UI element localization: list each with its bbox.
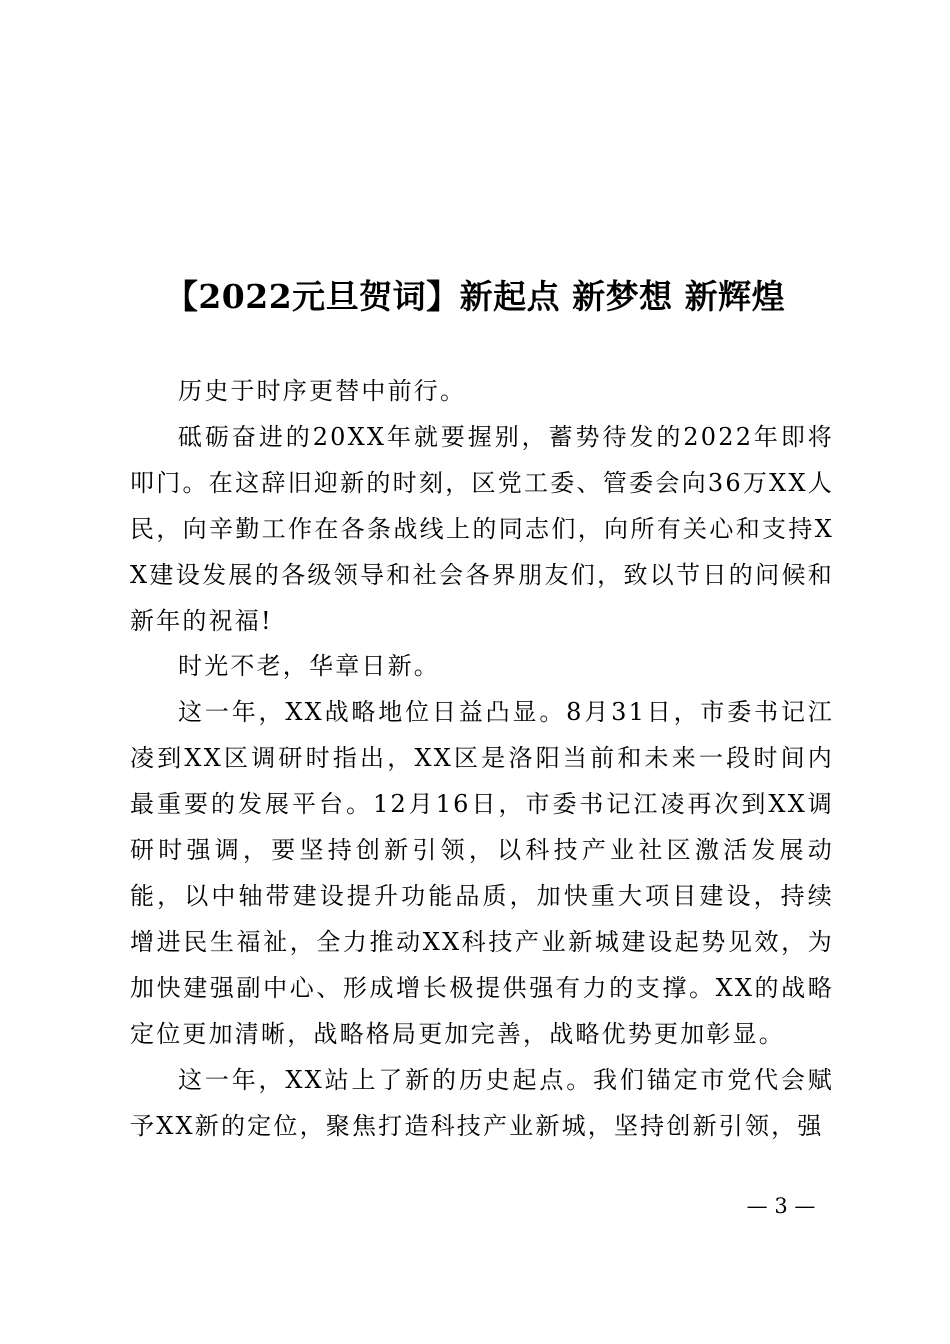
paragraph: 这一年，XX站上了新的历史起点。我们锚定市党代会赋予XX新的定位，聚焦打造科技产业新城，坚持创新引领，强 [130, 1065, 834, 1140]
paragraph: 砥砺奋进的20XX年就要握别，蓄势待发的2022年即将叩门。在这辞旧迎新的时刻，区党工委、管委会向36万XX人民，向辛勤工作在各条战线上的同志们，向所有关心和支持XX建设发展的各级领导和社会各界朋友们，致以节日的问候和新年的祝福! [130, 422, 834, 635]
document-title: 【2022元旦贺词】新起点 新梦想 新辉煌 [164, 277, 786, 316]
paragraph: 这一年，XX战略地位日益凸显。8月31日，市委书记江凌到XX区调研时指出，XX区是洛阳当前和未来一段时间内最重要的发展平台。12月16日，市委书记江凌再次到XX调研时强调，要坚持创新引领，以科技产业社区激活发展动能，以中轴带建设提升功能品质，加快重大项目建设，持续增进民生福祉，全力推动XX科技产业新城建设起势见效，为加快建强副中心、形成增长极提供强有力的支撑。XX的战略定位更加清晰，战略格局更加完善，战略优势更加彰显。 [130, 698, 834, 1048]
page-number: — 3 — [746, 1194, 816, 1218]
paragraph: 时光不老，华章日新。 [178, 652, 440, 681]
document-body [130, 369, 834, 1149]
paragraph: 历史于时序更替中前行。 [178, 377, 467, 405]
